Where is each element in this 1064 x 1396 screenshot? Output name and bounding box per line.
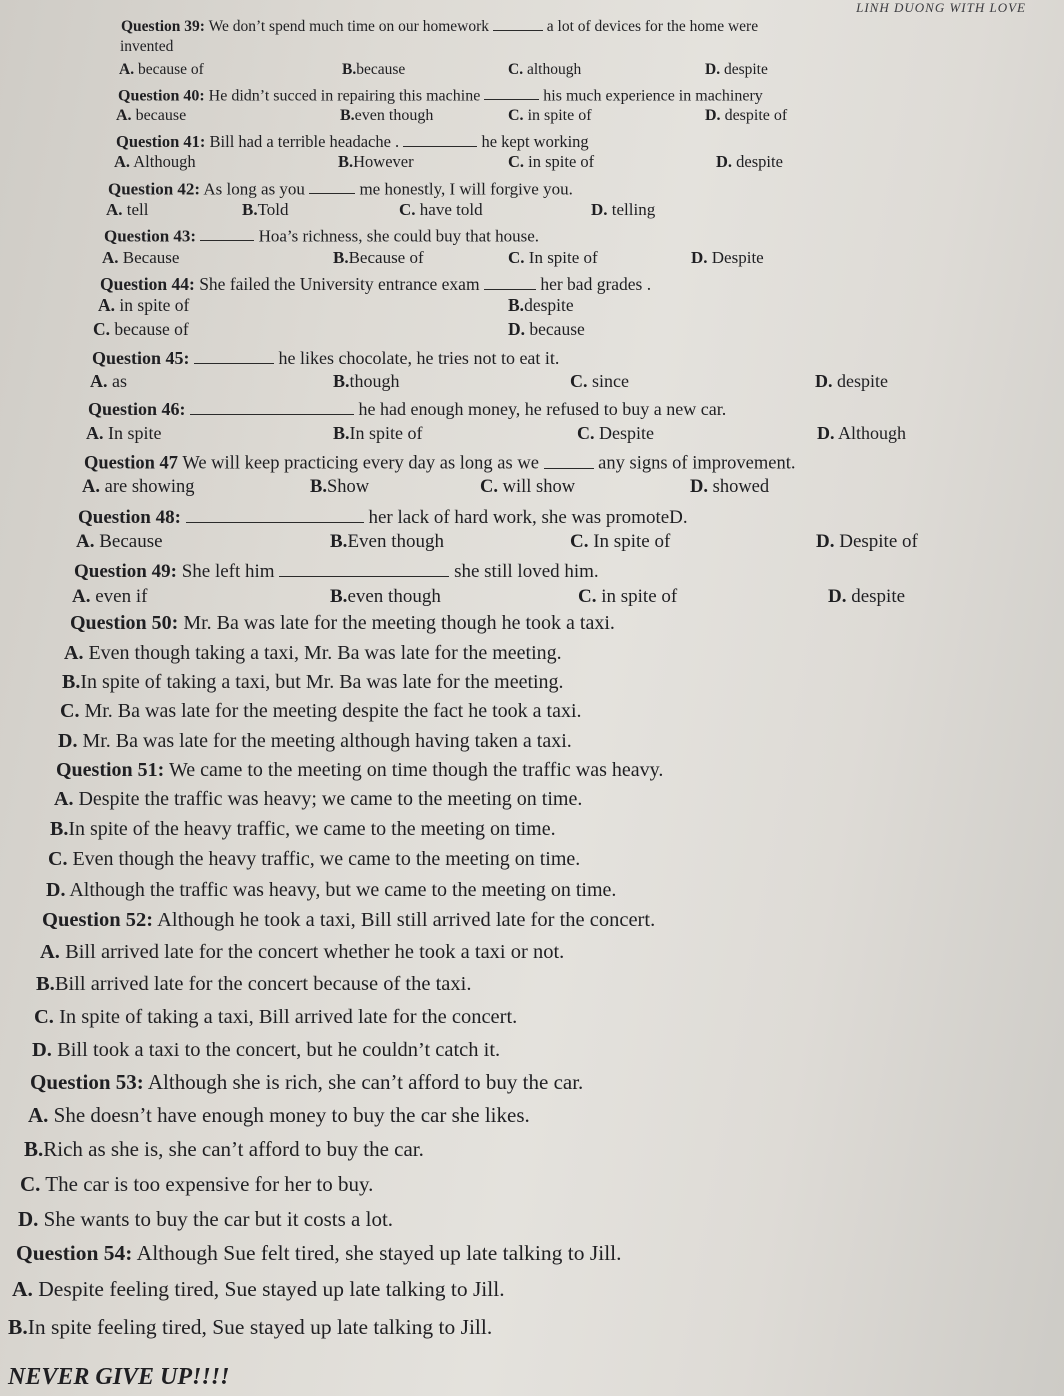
option-d: D. Bill took a taxi to the concert, but he couldn’t catch it. bbox=[32, 1039, 501, 1061]
question-text: her bad grades . bbox=[540, 273, 652, 294]
option-d: D. despite bbox=[716, 152, 783, 171]
option-b: B.In spite of taking a taxi, but Mr. Ba was late for the meeting. bbox=[62, 671, 564, 693]
option-c: C. will show bbox=[480, 477, 576, 497]
question-54 bbox=[16, 1243, 622, 1265]
answer-blank bbox=[484, 273, 536, 290]
answer-blank bbox=[403, 131, 477, 147]
option-d: D. Although bbox=[817, 423, 907, 443]
question-text: any signs of improvement. bbox=[598, 453, 796, 474]
option-b: B.Show bbox=[310, 477, 370, 497]
question-text: a lot of devices for the home were bbox=[546, 17, 759, 35]
question-51 bbox=[56, 760, 663, 780]
option-c: C. in spite of bbox=[508, 152, 595, 171]
option-c: C. since bbox=[570, 371, 629, 391]
question-49 bbox=[74, 559, 599, 581]
answer-blank bbox=[186, 505, 364, 523]
option-c: C. have told bbox=[399, 200, 483, 219]
option-d: D. telling bbox=[591, 200, 656, 219]
question-label: Question 44: bbox=[100, 273, 195, 294]
question-text: me honestly, I will forgive you. bbox=[359, 179, 573, 199]
option-a: A. Because bbox=[102, 248, 180, 267]
question-text: his much experience in machinery bbox=[543, 87, 763, 105]
option-d: D. despite bbox=[705, 61, 768, 78]
question-text: he likes chocolate, he tries not to eat it. bbox=[278, 348, 560, 369]
answer-blank bbox=[484, 85, 539, 100]
option-d: D. Although the traffic was heavy, but we came to the meeting on time. bbox=[46, 879, 617, 901]
option-b: B.Bill arrived late for the concert because of the taxi. bbox=[36, 973, 472, 995]
question-label: Question 54: bbox=[16, 1241, 133, 1265]
option-b: B.Because of bbox=[333, 248, 424, 267]
question-label: Question 47 bbox=[84, 453, 179, 474]
question-text: As long as you bbox=[203, 179, 305, 199]
option-b: B.Told bbox=[242, 200, 289, 219]
question-text: We will keep practicing every day as long as we bbox=[182, 453, 539, 474]
option-c: C. although bbox=[508, 61, 582, 78]
option-b: B.Rich as she is, she can’t afford to buy the car. bbox=[24, 1137, 424, 1161]
option-b: B.though bbox=[333, 371, 400, 391]
option-a: A. because of bbox=[119, 61, 204, 78]
question-text: her lack of hard work, she was promoteD. bbox=[368, 507, 688, 529]
question-text: Mr. Ba was late for the meeting though he took a taxi. bbox=[183, 612, 615, 634]
answer-blank bbox=[544, 451, 594, 469]
question-text: She left him bbox=[181, 561, 275, 583]
option-a: A. even if bbox=[72, 586, 148, 607]
option-b: B.Even though bbox=[330, 531, 445, 552]
question-label: Question 52: bbox=[42, 909, 154, 931]
option-d: D. Despite of bbox=[816, 531, 918, 552]
option-b: B.despite bbox=[508, 295, 574, 315]
option-d: D. Mr. Ba was late for the meeting although having taken a taxi. bbox=[58, 730, 572, 752]
answer-blank bbox=[309, 178, 355, 194]
option-c: C. because of bbox=[93, 319, 189, 339]
page-header: LINH DUONG WITH LOVE bbox=[856, 0, 1026, 15]
option-c: C. in spite of bbox=[578, 586, 678, 607]
question-48 bbox=[78, 505, 688, 527]
question-label: Question 41: bbox=[116, 131, 206, 151]
option-c: C. Even though the heavy traffic, we came to the meeting on time. bbox=[48, 848, 581, 870]
question-label: Question 53: bbox=[30, 1070, 144, 1094]
question-label: Question 42: bbox=[108, 179, 201, 199]
option-c: C. In spite of bbox=[508, 248, 598, 267]
option-d: D. despite of bbox=[705, 107, 788, 124]
option-c: C. In spite of taking a taxi, Bill arrived late for the concert. bbox=[34, 1006, 518, 1028]
option-d: D. despite bbox=[815, 371, 888, 391]
answer-blank bbox=[200, 225, 254, 241]
question-39 bbox=[121, 16, 758, 34]
question-text: We came to the meeting on time though the traffic was heavy. bbox=[168, 759, 664, 781]
question-label: Question 39: bbox=[121, 17, 205, 35]
question-41 bbox=[116, 131, 589, 150]
option-a: A. as bbox=[90, 371, 127, 391]
option-b: B.In spite of the heavy traffic, we came to the meeting on time. bbox=[50, 818, 556, 840]
footer-motto: NEVER GIVE UP!!!! bbox=[8, 1364, 230, 1390]
question-label: Question 50: bbox=[70, 612, 179, 634]
question-text: Bill had a terrible headache . bbox=[209, 131, 400, 151]
question-text: Although Sue felt tired, she stayed up late talking to Jill. bbox=[136, 1241, 622, 1265]
option-a: A. She doesn’t have enough money to buy the car she likes. bbox=[28, 1103, 530, 1127]
question-42 bbox=[108, 178, 573, 197]
option-a: A. tell bbox=[106, 200, 149, 219]
question-44 bbox=[100, 273, 651, 293]
option-c: C. Despite bbox=[577, 423, 654, 443]
option-b: B.because bbox=[342, 61, 406, 78]
option-a: A. Even though taking a taxi, Mr. Ba was late for the meeting. bbox=[64, 642, 562, 664]
question-43 bbox=[104, 225, 539, 244]
question-label: Question 48: bbox=[78, 507, 181, 529]
option-a: A. Despite feeling tired, Sue stayed up late talking to Jill. bbox=[12, 1277, 505, 1301]
question-label: Question 40: bbox=[118, 87, 205, 105]
question-39-cont: invented bbox=[120, 38, 174, 55]
option-d: D. She wants to buy the car but it costs a lot. bbox=[18, 1207, 394, 1231]
question-text: she still loved him. bbox=[454, 561, 599, 583]
option-b: B.In spite feeling tired, Sue stayed up late talking to Jill. bbox=[8, 1315, 493, 1339]
option-d: D. because bbox=[508, 319, 585, 339]
answer-blank bbox=[190, 398, 354, 415]
option-d: D. Despite bbox=[691, 248, 764, 267]
question-text: he kept working bbox=[481, 131, 589, 151]
question-text: Although he took a taxi, Bill still arrived late for the concert. bbox=[157, 909, 656, 931]
question-text: Hoa’s richness, she could buy that house. bbox=[258, 226, 540, 246]
option-c: C. The car is too expensive for her to buy. bbox=[20, 1172, 374, 1196]
option-a: A. are showing bbox=[82, 477, 195, 497]
question-label: Question 45: bbox=[92, 348, 190, 369]
option-a: A. because bbox=[116, 107, 187, 124]
question-52 bbox=[42, 910, 655, 931]
question-45 bbox=[92, 347, 559, 367]
question-text: he had enough money, he refused to buy a new car. bbox=[358, 399, 727, 420]
question-label: Question 49: bbox=[74, 561, 177, 583]
option-b: B.However bbox=[338, 152, 414, 171]
option-b: B.even though bbox=[330, 586, 441, 607]
option-a: A. Bill arrived late for the concert whether he took a taxi or not. bbox=[40, 941, 565, 963]
option-b: B.even though bbox=[340, 107, 434, 124]
option-c: C. in spite of bbox=[508, 107, 592, 124]
question-text: We don’t spend much time on our homework bbox=[208, 17, 490, 35]
option-b: B.In spite of bbox=[333, 423, 423, 443]
answer-blank bbox=[279, 559, 449, 577]
option-d: D. despite bbox=[828, 586, 906, 607]
question-label: Question 43: bbox=[104, 226, 197, 246]
option-a: A. Despite the traffic was heavy; we came to the meeting on time. bbox=[54, 788, 583, 810]
option-c: C. Mr. Ba was late for the meeting despite the fact he took a taxi. bbox=[60, 700, 582, 722]
question-46 bbox=[88, 398, 726, 418]
question-text: Although she is rich, she can’t afford to buy the car. bbox=[147, 1070, 584, 1094]
option-a: A. In spite bbox=[86, 423, 162, 443]
question-label: Question 51: bbox=[56, 759, 165, 781]
question-text: He didn’t succed in repairing this machine bbox=[208, 87, 481, 105]
question-50 bbox=[70, 613, 615, 633]
question-40 bbox=[118, 85, 763, 104]
option-d: D. showed bbox=[690, 477, 770, 497]
option-a: A. in spite of bbox=[98, 295, 190, 315]
option-c: C. In spite of bbox=[570, 531, 671, 552]
question-53 bbox=[30, 1072, 583, 1093]
question-label: Question 46: bbox=[88, 399, 186, 420]
option-a: A. Although bbox=[114, 152, 196, 171]
option-a: A. Because bbox=[76, 531, 163, 552]
question-text: She failed the University entrance exam bbox=[199, 273, 480, 294]
question-47 bbox=[84, 451, 795, 473]
answer-blank bbox=[194, 347, 274, 364]
answer-blank bbox=[493, 16, 543, 31]
